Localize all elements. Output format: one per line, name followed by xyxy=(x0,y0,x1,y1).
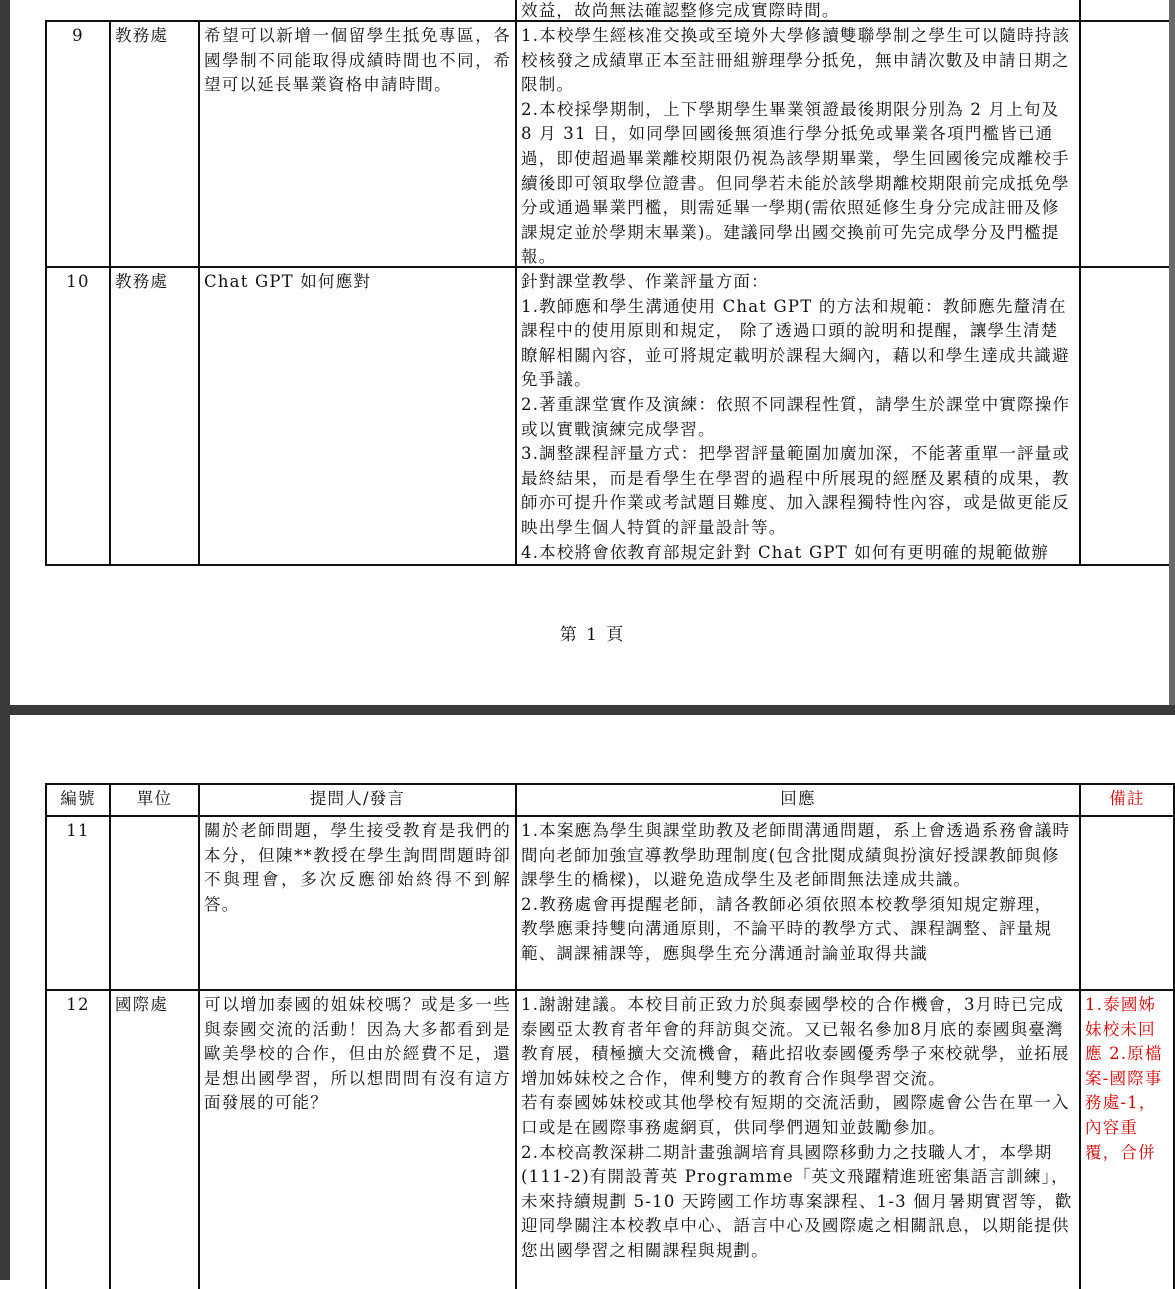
question-cell: 可以增加泰國的姐妹校嗎？或是多一些與泰國交流的活動！因為大多都看到是歐美學校的合作，但由於經費不足，還是想出國學習，所以想問問有沒有這方面發展的可能？ xyxy=(198,989,515,1289)
remark-cell xyxy=(1079,20,1175,266)
row-number-cell: 12 xyxy=(45,989,109,1289)
unit-cell xyxy=(109,815,198,989)
unit-cell: 教務處 xyxy=(109,20,198,266)
window-right-edge xyxy=(1169,0,1175,705)
header-remark: 備註 xyxy=(1079,783,1175,815)
answer-paragraph: 針對課堂教學、作業評量方面： xyxy=(521,272,769,291)
window-left-edge xyxy=(0,0,10,1280)
answer-cell xyxy=(515,266,1079,566)
question-cell: Chat GPT 如何應對 xyxy=(198,266,515,566)
continued-remark-cell xyxy=(1079,0,1175,20)
answer-paragraph: 3.調整課程評量方式：把學習評量範圍加廣加深，不能著重單一評量或最終結果，而是看學生在學習的過程中所展現的經歷及累積的成果，教師亦可提升作業或考試題目難度、加入課程獨特性內容，或是做更能反映出學生個人特質的評量設計等。 xyxy=(521,444,1071,537)
header-question: 提問人/發言 xyxy=(198,783,515,815)
answer-paragraph: 1.教師應和學生溝通使用 Chat GPT 的方法和規範：教師應先釐清在課程中的使用原則和規定， 除了透過口頭的說明和提醒，讓學生清楚瞭解相關內容，並可將規定載明於課程大綱內，藉以和學生達成共識避免爭議。 xyxy=(521,296,1070,390)
remark-cell xyxy=(1079,266,1175,566)
answer-paragraph: 1.本案應為學生與課堂助教及老師間溝通問題，系上會透過系務會議時間向老師加強宣導教學助理制度(包含批閱成績與扮演好授課教師與修課學生的橋樑)，以避免造成學生及老師間無法達成共識。 xyxy=(521,821,1071,890)
question-cell: 關於老師問題，學生接受教育是我們的本分，但陳**教授在學生詢問問題時卻不與理會，多次反應卻始終得不到解答。 xyxy=(198,815,515,989)
answer-cell xyxy=(515,989,1079,1289)
answer-paragraph: 若有泰國姊妹校或其他學校有短期的交流活動，國際處會公告在單一入口或是在國際事務處網頁，供同學們週知並鼓勵參加。 xyxy=(521,1093,1070,1137)
answer-paragraph: 2.本校採學期制，上下學期學生畢業領證最後期限分別為 2 月上旬及 8 月 31 日，如同學回國後無須進行學分抵免或畢業各項門檻皆已通過，即使超過畢業離校期限仍視為該學期畢業，學生回國後完成離校手續後即可領取學位證書。但同學若未能於該學期離校期限前完成抵免學分或通過畢業門檻，則需延畢一學期(需依照延修生身分完成註冊及修課規定並於學期末畢業)。建議同學出國交換前可先完成學分及門檻提報。 xyxy=(521,99,1070,266)
header-no: 編號 xyxy=(45,783,109,815)
answer-paragraph: 1.本校學生經核准交換或至境外大學修讀雙聯學制之學生可以隨時持該校核發之成績單正本至註冊組辦理學分抵免，無申請次數及申請日期之限制。 xyxy=(521,26,1071,95)
continued-answer-text: 效益，故尚無法確認整修完成實際時間。 xyxy=(515,0,1079,20)
row-number-cell: 11 xyxy=(45,815,109,989)
remark-cell: 1.泰國姊妹校未回應 2.原檔案-國際事務處-1，內容重覆，合併 xyxy=(1079,989,1175,1289)
answer-cell xyxy=(515,815,1079,989)
row-number-cell: 9 xyxy=(45,20,109,266)
answer-paragraph: 2.著重課堂實作及演練：依照不同課程性質，請學生於課堂中實際操作或以實戰演練完成學習。 xyxy=(521,394,1071,439)
answer-paragraph: 4.本校將會依教育部規定針對 Chat GPT 如何有更明確的規範做辦 xyxy=(521,542,1049,562)
header-answer: 回應 xyxy=(515,783,1079,815)
answer-paragraph: 1.謝謝建議。本校目前正致力於與泰國學校的合作機會，3月時已完成泰國亞太教育者年會的拜訪與交流。又已報名參加8月底的泰國與臺灣教育展，積極擴大交流機會，藉此招收泰國優秀學子來校就學，並拓展增加姊妹校之合作，俾利雙方的教育合作與學習交流。 xyxy=(521,995,1070,1088)
answer-cell xyxy=(515,20,1079,266)
answer-paragraph: 2.本校高教深耕二期計畫強調培育具國際移動力之技職人才，本學期(111-2)有開設菁英 Programme「英文飛躍精進班密集語言訓練」，未來持續規劃 5-10 天跨國工作坊專案課程、1-3 個月暑期實習等，歡迎同學關注本校教卓中心、語言中心及國際處之相關訊息，以期能提供您出國學習之相關課程與規劃。 xyxy=(521,1142,1073,1260)
unit-cell: 教務處 xyxy=(109,266,198,566)
page-number: 第 1 頁 xyxy=(559,625,626,645)
page-separator xyxy=(0,705,1175,715)
remark-cell xyxy=(1079,815,1175,989)
question-cell: 希望可以新增一個留學生抵免專區，各國學制不同能取得成績時間也不同，希望可以延長畢業資格申請時間。 xyxy=(198,20,515,266)
document-page-1 xyxy=(10,0,1175,705)
document-page-2 xyxy=(10,715,1175,1280)
row-number-cell: 10 xyxy=(45,266,109,566)
header-unit: 單位 xyxy=(109,783,198,815)
unit-cell: 國際處 xyxy=(109,989,198,1289)
answer-paragraph: 2.教務處會再提醒老師，請各教師必須依照本校教學須知規定辦理， 教學應秉持雙向溝通原則，不論平時的教學方式、課程調整、評量規範、調課補課等，應與學生充分溝通討論並取得共識 xyxy=(521,894,1053,963)
